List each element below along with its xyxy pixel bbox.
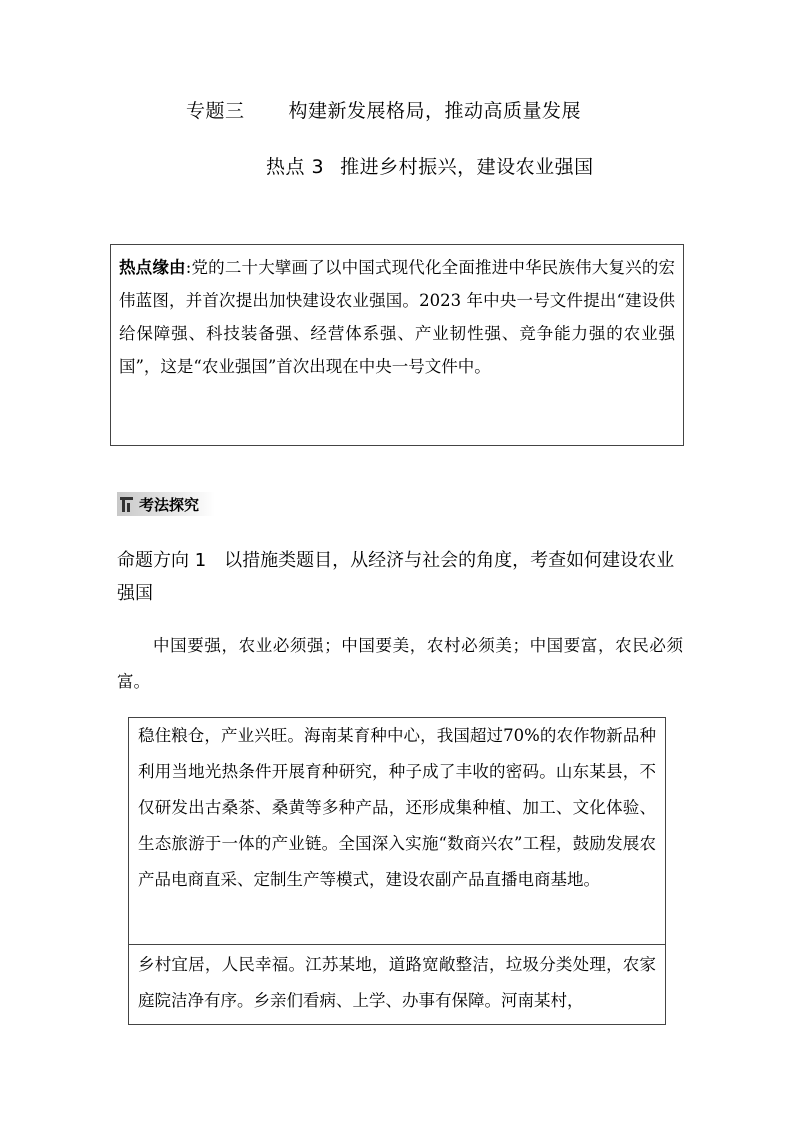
reason-text: :党的二十大擘画了以中国式现代化全面推进中华民族伟大复兴的宏伟蓝图，并首次提出加快建设农业强国。2023 年中央一号文件提出“建设供给保障强、科技装备强、经营体系强、产业韧性强、竞争能力强的农业强国”，这是“农业强国”首次出现在中央一号文件中。 bbox=[119, 258, 676, 376]
section-tag bbox=[117, 492, 215, 516]
topic-heading bbox=[186, 96, 581, 123]
hotspot-reason-box bbox=[110, 244, 684, 446]
question-direction: 命题方向 1 以措施类题目，从经济与社会的角度，考查如何建设农业强国 bbox=[117, 550, 675, 604]
reason-label: 热点缘由 bbox=[119, 258, 186, 277]
section-tag-label: 考法探究 bbox=[139, 495, 200, 514]
hotspot-heading bbox=[266, 152, 594, 179]
material-table bbox=[128, 717, 666, 1025]
hotspot-title: 推进乡村振兴，建设农业强国 bbox=[340, 156, 594, 178]
table-row: 乡村宜居，人民幸福。江苏某地，道路宽敞整洁，垃圾分类处理，农家庭院洁净有序。乡亲们看病、上学、办事有保障。河南某村， bbox=[138, 955, 656, 1010]
hotspot-number: 热点 3 bbox=[266, 156, 325, 178]
topic-number: 专题三 bbox=[186, 100, 245, 122]
intro-paragraph: 中国要强，农业必须强；中国要美，农村必须美；中国要富，农民必须富。 bbox=[117, 636, 683, 691]
topic-title: 构建新发展格局，推动高质量发展 bbox=[288, 100, 582, 122]
table-row: 稳住粮仓，产业兴旺。海南某育种中心，我国超过70%的农作物新品种利用当地光热条件开展育种研究，种子成了丰收的密码。山东某县，不仅研发出古桑茶、桑黄等多种产品，还形成集种植、加工、文化体验、生态旅游于一体的产业链。全国深入实施“数商兴农”工程，鼓励发展农产品电商直采、定制生产等模式，建设农副产品直播电商基地。 bbox=[129, 718, 665, 945]
section-marker-icon bbox=[120, 497, 133, 512]
